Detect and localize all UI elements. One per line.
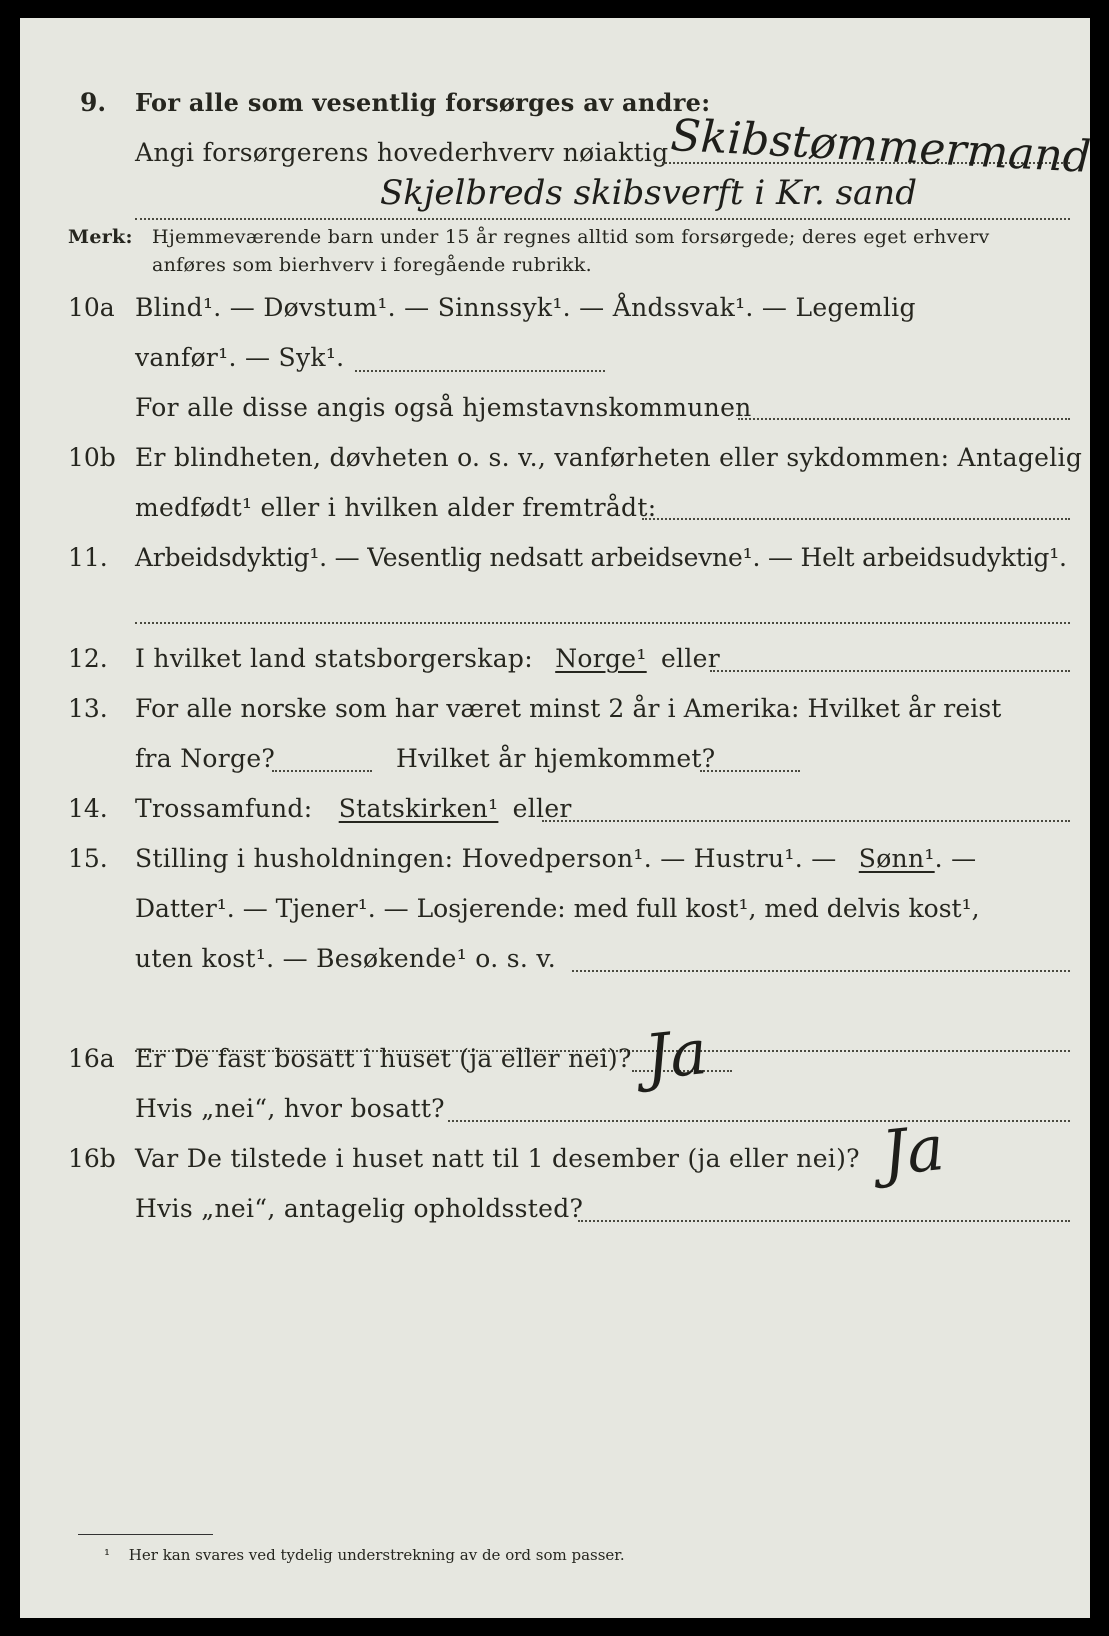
q10a-line2: vanfør¹. — Syk¹. [135, 343, 345, 372]
q10a-hjemstavn-line [738, 418, 1070, 420]
q14-answer-line [542, 820, 1070, 822]
q14-prefix: Trossamfund: [135, 794, 313, 823]
q16b-opholdssted-line [578, 1220, 1070, 1222]
q16a-number: 16a [68, 1044, 115, 1073]
q16b-line1: Var De tilstede i huset natt til 1 desember (ja eller nei)? [135, 1144, 860, 1173]
q15-answer-line [572, 970, 1070, 972]
q15-underlined-sonn: Sønn¹ [858, 844, 935, 873]
footnote [104, 1546, 625, 1564]
q16b-handwritten-answer: Ja [878, 1110, 948, 1191]
q10b-answer-line [642, 518, 1070, 520]
footnote-mark: ¹ [104, 1546, 111, 1564]
q9-line1: For alle som vesentlig forsørges av andre: [135, 88, 711, 117]
q15-line3: uten kost¹. — Besøkende¹ o. s. v. [135, 944, 557, 973]
q14-underlined-statskirken: Statskirken¹ [338, 794, 499, 823]
q16a-handwritten-answer: Ja [641, 1014, 711, 1095]
q15-line1a: Stilling i husholdningen: Hovedperson¹. — Hustru¹. — [135, 844, 837, 873]
q10a-syk-line [355, 370, 605, 372]
q13-reist-line [272, 770, 372, 772]
q13-number: 13. [68, 694, 108, 723]
q14-number: 14. [68, 794, 108, 823]
q10a-number: 10a [68, 293, 115, 322]
q15-line2: Datter¹. — Tjener¹. — Losjerende: med full kost¹, med delvis kost¹, [135, 894, 980, 923]
q12-answer-line [710, 670, 1070, 672]
q10a-line3: For alle disse angis også hjemstavnskommunen [135, 393, 752, 422]
q13-line1: For alle norske som har været minst 2 år i Amerika: Hvilket år reist [135, 694, 1002, 723]
q15-line1 [135, 844, 976, 873]
q11-line1: Arbeidsdyktig¹. — Vesentlig nedsatt arbeidsevne¹. — Helt arbeidsudyktig¹. [135, 543, 1067, 572]
q12-suffix: eller [660, 644, 720, 673]
q16b-number: 16b [68, 1144, 116, 1173]
q13-line2b: Hvilket år hjemkommet? [396, 744, 716, 773]
merk-line1: Hjemmeværende barn under 15 år regnes alltid som forsørgede; deres eget erhverv [152, 226, 990, 248]
q11-number: 11. [68, 543, 108, 572]
q12-underlined-norge: Norge¹ [555, 644, 647, 673]
q9-handwritten-employer: Skjelbreds skibsverft i Kr. sand [380, 173, 917, 213]
q9-line2: Angi forsørgerens hovederhverv nøiaktig [135, 138, 669, 167]
q9-second-line [135, 218, 1070, 220]
q13-line2a: fra Norge? [135, 744, 276, 773]
q16b-line2: Hvis „nei“, antagelig opholdssted? [135, 1194, 584, 1223]
footnote-text: Her kan svares ved tydelig understrekning av de ord som passer. [128, 1546, 625, 1564]
q12-number: 12. [68, 644, 108, 673]
q16a-line2: Hvis „nei“, hvor bosatt? [135, 1094, 445, 1123]
q9-handwritten-occupation: Skibstømmermand [669, 110, 1093, 183]
q14-suffix: eller [512, 794, 572, 823]
q12-prefix: I hvilket land statsborgerskap: [135, 644, 533, 673]
q16a-line1: Er De fast bosatt i huset (ja eller nei)? [135, 1044, 632, 1073]
q10b-line2: medfødt¹ eller i hvilken alder fremtrådt: [135, 493, 657, 522]
q16a-bosatt-line [448, 1120, 1070, 1122]
census-form-page [20, 18, 1093, 1618]
q15-number: 15. [68, 844, 108, 873]
q14-line [135, 794, 572, 823]
merk-label: Merk: [68, 226, 133, 248]
q11-answer-line [135, 622, 1070, 624]
q10b-line1: Er blindheten, døvheten o. s. v., vanførheten eller sykdommen: Antagelig [135, 443, 1083, 472]
q10b-number: 10b [68, 443, 116, 472]
merk-line2: anføres som bierhverv i foregående rubrikk. [152, 254, 592, 276]
footnote-rule [78, 1534, 213, 1535]
q12-line [135, 644, 720, 673]
q10a-line1: Blind¹. — Døvstum¹. — Sinnssyk¹. — Åndssvak¹. — Legemlig [135, 293, 916, 322]
q9-number: 9. [80, 88, 107, 117]
q13-hjemkommet-line [700, 770, 800, 772]
q15-line1b: . — [934, 844, 977, 873]
